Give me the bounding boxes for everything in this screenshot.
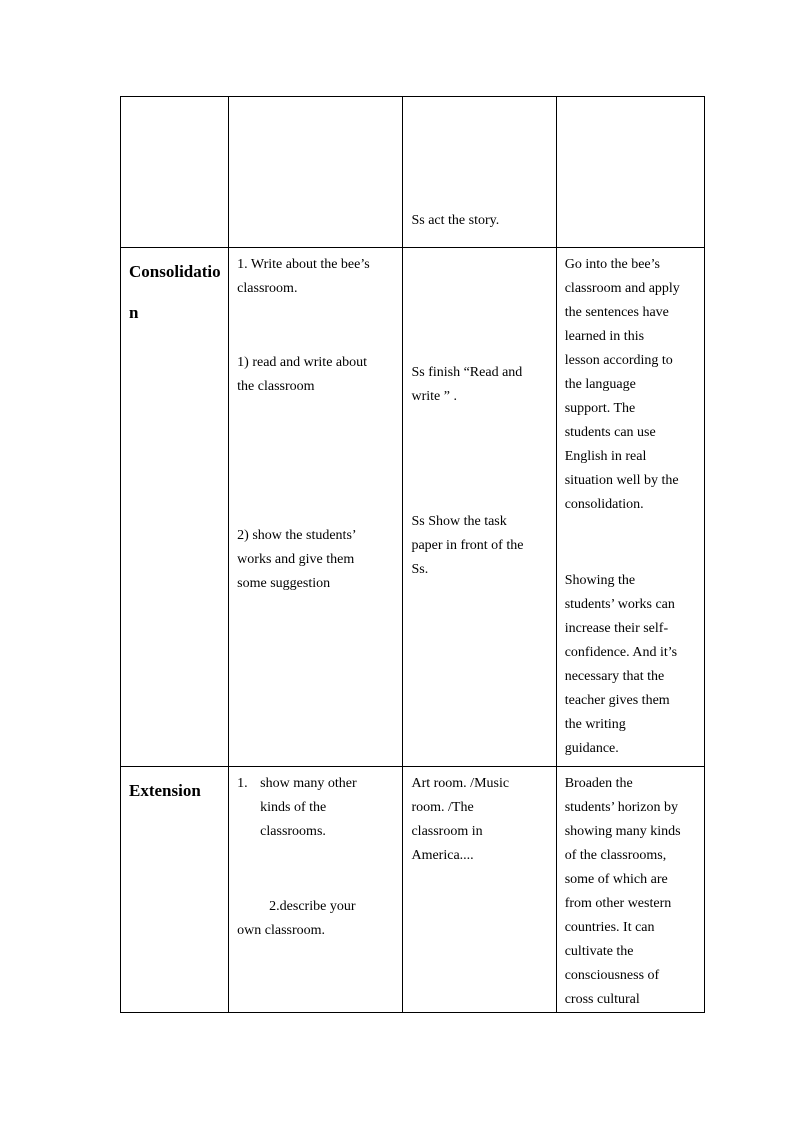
purpose-line: necessary that the: [564, 669, 665, 684]
purpose-line: confidence. And it’s: [564, 645, 678, 660]
purpose-line: the language: [564, 377, 636, 392]
purpose-line: students can use: [564, 425, 656, 440]
activity-line: own classroom.: [237, 923, 326, 938]
activity-line: show many other: [260, 776, 357, 791]
activity-line: the classroom: [237, 379, 315, 394]
student-line: classroom in: [411, 824, 483, 839]
activity-line: classrooms.: [260, 824, 326, 839]
student-activity-cell: [403, 97, 556, 248]
purpose-line: some of which are: [564, 872, 668, 887]
purpose-line: English in real: [564, 449, 647, 464]
student-line: Ss.: [411, 562, 429, 577]
purpose-line: Go into the bee’s: [564, 257, 660, 272]
purpose-line: support. The: [564, 401, 636, 416]
purpose-line: the sentences have: [564, 305, 669, 320]
activity-cell: [229, 767, 403, 1013]
student-line: Ss Show the task: [411, 514, 507, 529]
purpose-cell: [556, 767, 704, 1013]
purpose-line: learned in this: [564, 329, 645, 344]
activity-line: 2.describe your: [269, 899, 356, 914]
purpose-line: students’ horizon by: [564, 800, 678, 815]
table-row: [121, 248, 705, 767]
stage-label: Extension: [129, 781, 201, 800]
purpose-line: consciousness of: [564, 968, 660, 983]
activity-line: works and give them: [237, 552, 355, 567]
activity-cell: [229, 248, 403, 767]
activity-line: 2) show the students’: [237, 528, 357, 543]
purpose-line: cross cultural: [564, 992, 640, 1007]
student-line: Art room. /Music: [411, 776, 510, 791]
purpose-line: cultivate the: [564, 944, 634, 959]
activity-cell: [229, 97, 403, 248]
purpose-line: consolidation.: [564, 497, 644, 512]
list-number: 1.: [237, 776, 248, 791]
student-line: Ss finish “Read and: [411, 365, 523, 380]
purpose-line: of the classrooms,: [564, 848, 667, 863]
activity-line: classroom.: [237, 281, 298, 296]
purpose-line: lesson according to: [564, 353, 673, 368]
activity-line: some suggestion: [237, 576, 331, 591]
purpose-line: situation well by the: [564, 473, 679, 488]
purpose-cell: [556, 248, 704, 767]
purpose-line: the writing: [564, 717, 626, 732]
purpose-line: from other western: [564, 896, 672, 911]
purpose-line: teacher gives them: [564, 693, 670, 708]
purpose-line: Showing the: [564, 573, 636, 588]
purpose-line: showing many kinds: [564, 824, 681, 839]
student-line: America....: [411, 848, 474, 863]
stage-cell: [121, 248, 229, 767]
purpose-line: increase their self-: [564, 621, 669, 636]
student-activity-cell: [403, 767, 556, 1013]
stage-label: Consolidation: [129, 262, 221, 322]
table-row: [121, 767, 705, 1013]
student-line: paper in front of the: [411, 538, 524, 553]
activity-line: 1. Write about the bee’s: [237, 257, 370, 272]
lesson-plan-table: [120, 96, 705, 1013]
purpose-line: students’ works can: [564, 597, 675, 612]
activity-line: 1) read and write about: [237, 355, 368, 370]
purpose-cell: [556, 97, 704, 248]
student-line: write ” .: [411, 389, 457, 404]
student-line: room. /The: [411, 800, 474, 815]
student-line: Ss act the story.: [411, 213, 500, 228]
purpose-line: guidance.: [564, 741, 619, 756]
stage-cell: [121, 97, 229, 248]
purpose-line: countries. It can: [564, 920, 655, 935]
student-activity-cell: [403, 248, 556, 767]
table-row: [121, 97, 705, 248]
purpose-line: classroom and apply: [564, 281, 680, 296]
purpose-line: Broaden the: [564, 776, 633, 791]
stage-cell: [121, 767, 229, 1013]
activity-line: kinds of the: [260, 800, 327, 815]
